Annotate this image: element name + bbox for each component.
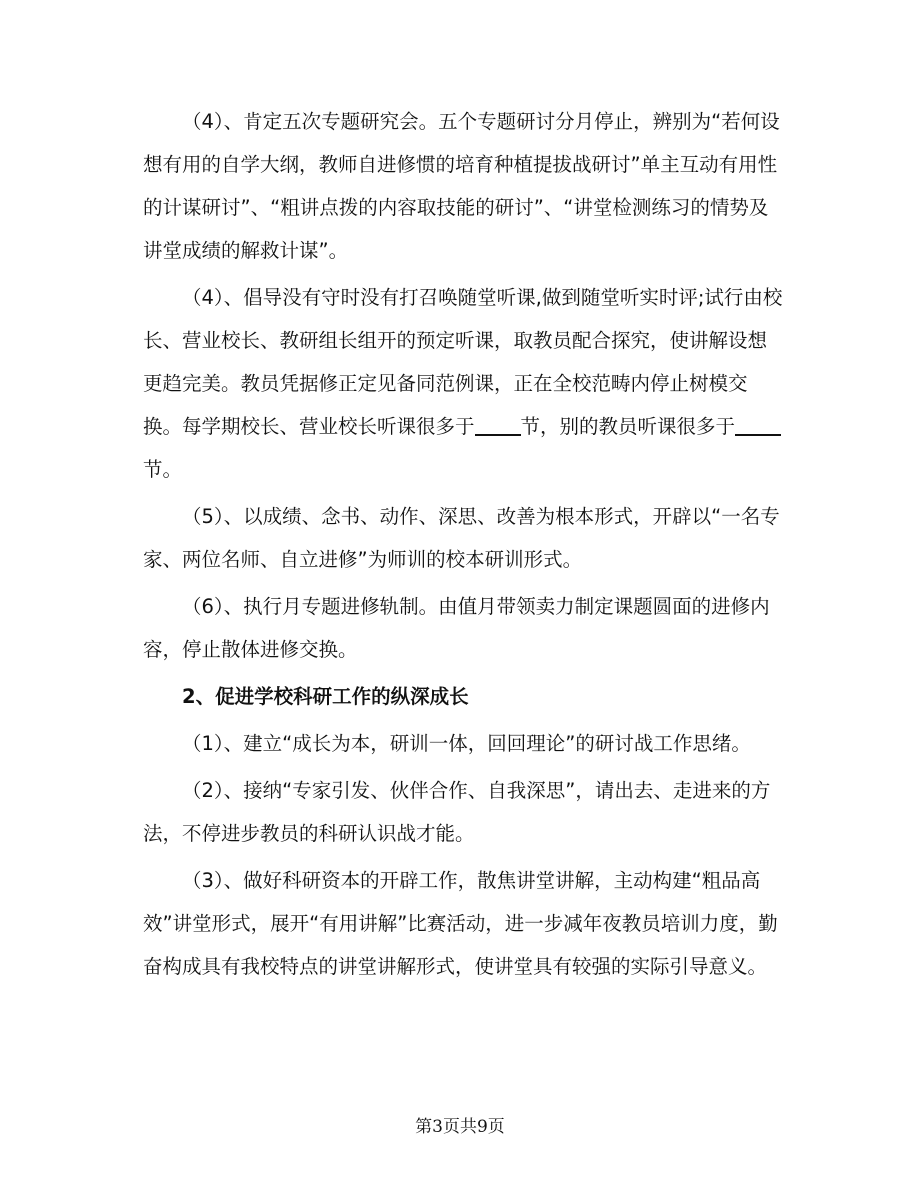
document-body xyxy=(143,100,783,988)
paragraph-lesson-observation-part2: 节，别的教员听课很多于 xyxy=(520,415,736,438)
paragraph-seminars: （4）、肯定五次专题研究会。五个专题研讨分月停止，辨别为“若何设想有用的自学大纲，教师自进修惯的培育种植提拔战研讨”单主互动有用性的计谋研讨”、“粗讲点拨的内容取技能的研讨”、“讲堂检测练习的情势及讲堂成绩的解救计谋”。 xyxy=(143,110,780,262)
paragraph-research-resources: （3）、做好科研资本的开辟工作，散焦讲堂讲解，主动构建“粗品高效”讲堂形式，展开“有用讲解”比赛活动，进一步减年夜教员培训力度，勤奋构成具有我校特点的讲堂讲解形式，使讲堂具有较强的实际引导意义。 xyxy=(143,869,778,978)
blank-line-teacher-hours xyxy=(735,415,781,437)
paragraph-lesson-observation-part3: 节。 xyxy=(143,458,183,481)
page-number-footer: 第3页共9页 xyxy=(415,1117,505,1137)
paragraph-lesson-observation-part1: （4）、倡导没有守时没有打召唤随堂听课,做到随堂听实时评;试行由校长、营业校长、教研组长组开的预定听课，取教员配合探究，使讲解设想更趋完美。教员凭据修正定见备同范例课，正在全校范畴内停止树模交换。每学期校长、营业校长听课很多于 xyxy=(143,286,783,438)
paragraph-training-model: （5）、以成绩、念书、动作、深思、改善为根本形式，开辟以“一名专家、两位名师、自立进修”为师训的校本研训形式。 xyxy=(143,505,780,571)
section-heading-research: 2、促进学校科研工作的纵深成长 xyxy=(182,685,469,708)
paragraph-monthly-study: （6）、执行月专题进修轨制。由值月带领卖力制定课题圆面的进修内容，停止散体进修交换。 xyxy=(143,595,770,661)
paragraph-collaboration-method: （2）、接纳“专家引发、伙伴合作、自我深思”，请出去、走进来的方法，不停进步教员的科研认识战才能。 xyxy=(143,779,771,845)
paragraph-lesson-observation xyxy=(143,276,783,491)
blank-line-principal-hours xyxy=(475,415,521,437)
paragraph-research-philosophy: （1）、建立“成长为本，研训一体，回回理论”的研讨战工作思绪。 xyxy=(182,732,751,755)
